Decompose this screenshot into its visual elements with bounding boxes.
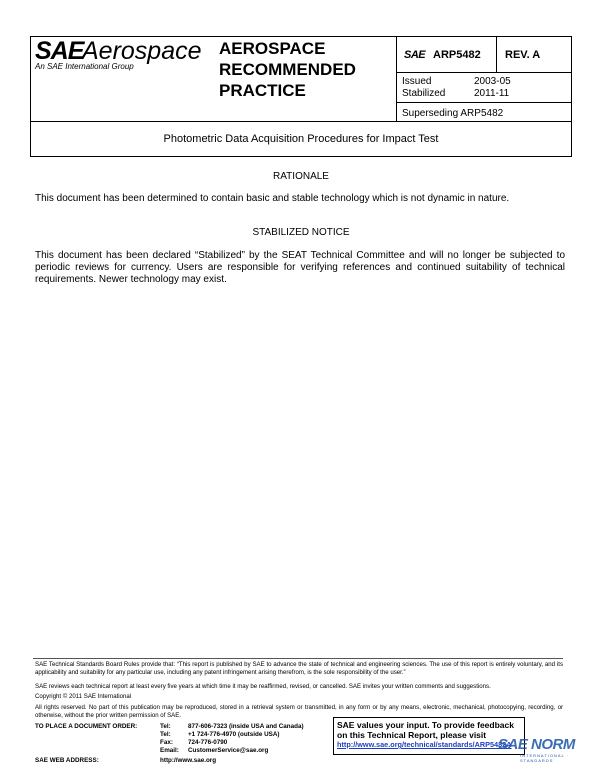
- header-rule-dates: [396, 102, 572, 103]
- stabilized-notice-text: This document has been declared “Stabilized” by the SEAT Technical Committee and will no longer be subjected to periodic reviews for currency. Users are responsible for verifying references and continued suitability of technical requirements. Newer technology may exist.: [35, 250, 565, 285]
- web-address-link[interactable]: http://www.sae.org: [160, 757, 217, 764]
- feedback-line-1: SAE values your input. To provide feedback: [337, 720, 514, 730]
- stabilized-value: 2011-11: [474, 88, 510, 99]
- contact-key: Fax:: [160, 739, 173, 746]
- document-number: ARP5482: [433, 49, 481, 61]
- footer-copyright: Copyright © 2011 SAE International: [35, 693, 132, 700]
- contact-value: 877-606-7323 (inside USA and Canada): [188, 723, 304, 730]
- feedback-link[interactable]: http://www.sae.org/technical/standards/ARP5482A: [337, 740, 512, 749]
- feedback-box: [333, 717, 525, 755]
- watermark-logo: SAE NORM: [498, 736, 575, 753]
- contact-value: +1 724-776-4970 (outside USA): [188, 731, 280, 738]
- document-type: AEROSPACE RECOMMENDED PRACTICE: [219, 39, 356, 100]
- header-divider-left: [396, 36, 397, 121]
- footer-review-text: SAE reviews each technical report at least every five years at which time it may be reaffirmed, revised, or cancelled. SAE invites your written comments and suggestions.: [35, 683, 491, 690]
- footer-rule: [33, 658, 563, 659]
- footer-rules-text: SAE Technical Standards Board Rules provide that: “This report is published by SAE to advance the state of technical and engineering sciences. The use of this report is entirely voluntary, and its applicability and suitability for any particular use, including any patent infringement arising therefrom, is the sole responsibility of the user.”: [35, 661, 563, 676]
- contact-key: Email:: [160, 747, 179, 754]
- contact-key: Tel:: [160, 723, 171, 730]
- header-rule-title: [30, 121, 572, 122]
- footer-rights-text: All rights reserved. No part of this publication may be reproduced, stored in a retrieval system or transmitted, in any form or by any means, electronic, mechanical, photocopying, recording, or otherwise, without the prior written permission of SAE.: [35, 704, 563, 719]
- stabilized-label: Stabilized: [402, 88, 446, 99]
- web-address-label: SAE WEB ADDRESS:: [35, 757, 99, 764]
- logo-sae: SAE: [35, 37, 84, 65]
- rationale-heading: RATIONALE: [273, 171, 329, 182]
- contact-key: Tel:: [160, 731, 171, 738]
- sae-mark: SAE: [404, 49, 426, 61]
- document-title: Photometric Data Acquisition Procedures for Impact Test: [163, 133, 439, 145]
- contact-value: 724-776-0790: [188, 739, 228, 746]
- superseding: Superseding ARP5482: [402, 108, 504, 119]
- header-divider-rev: [496, 36, 497, 72]
- logo-aerospace: Aerospace: [82, 37, 202, 65]
- rationale-text: This document has been determined to contain basic and stable technology which is not dynamic in nature.: [35, 193, 510, 204]
- feedback-line-2: on this Technical Report, please visit: [337, 730, 487, 740]
- contact-value: CustomerService@sae.org: [188, 747, 269, 754]
- logo-subtitle: An SAE International Group: [35, 62, 134, 71]
- stabilized-notice-heading: STABILIZED NOTICE: [252, 227, 350, 238]
- header-rule-rev: [396, 72, 572, 73]
- order-label: TO PLACE A DOCUMENT ORDER:: [35, 723, 138, 730]
- issued-value: 2003-05: [474, 76, 511, 87]
- issued-label: Issued: [402, 76, 432, 87]
- watermark-subtitle: INTERNATIONAL · STANDARDS: [520, 753, 570, 763]
- revision: REV. A: [505, 49, 541, 61]
